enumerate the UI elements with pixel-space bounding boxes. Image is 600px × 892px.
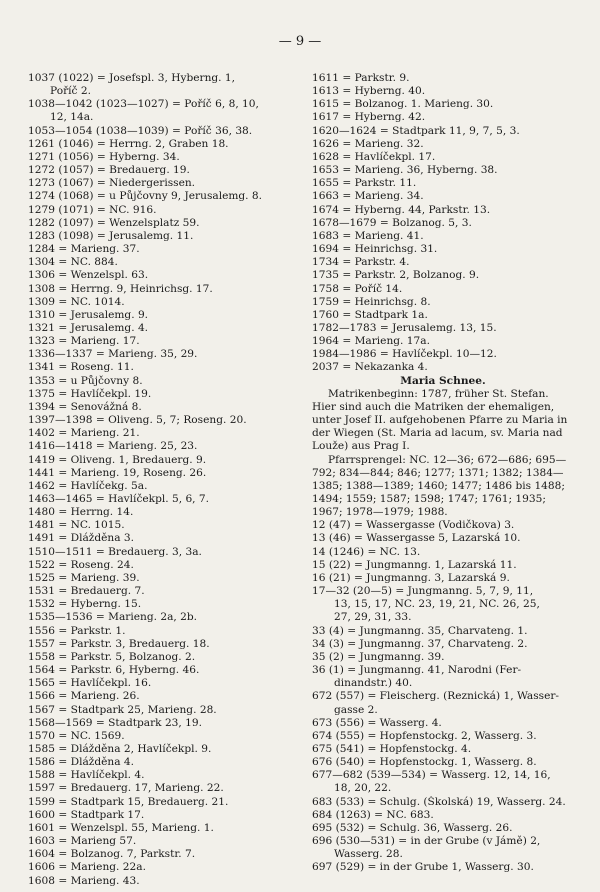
index-entry: 1321 = Jerusalemg. 4. <box>28 321 149 334</box>
index-entry: 1532 = Hyberng. 15. <box>28 598 142 611</box>
index-entry: 1402 = Marieng. 21. <box>28 427 140 440</box>
index-entry: 1557 = Parkstr. 3, Bredauerg. 18. <box>28 637 210 650</box>
index-entry: gasse 2. <box>334 703 378 716</box>
index-entry: 677—682 (539—534) = Wasserg. 12, 14, 16, <box>312 769 551 782</box>
index-entry: 1585 = Dlážděna 2, Havlíčekpl. 9. <box>28 742 212 755</box>
index-entry: dinandstr.) 40. <box>334 677 413 690</box>
index-entry: 1626 = Marieng. 32. <box>312 137 424 150</box>
index-entry: 1462 = Havlíčekg. 5a. <box>28 479 148 492</box>
index-entry: 1782—1783 = Jerusalemg. 13, 15. <box>312 321 497 334</box>
index-entry: 1628 = Havlíčekpl. 17. <box>312 150 436 163</box>
index-entry: 1694 = Heinrichsg. 31. <box>312 243 438 256</box>
index-entry: 1570 = NC. 1569. <box>28 729 125 742</box>
index-entry: 16 (21) = Jungmanng. 3, Lazarská 9. <box>312 571 510 584</box>
index-entry: 684 (1263) = NC. 683. <box>312 808 434 821</box>
index-entry: 1674 = Hyberng. 44, Parkstr. 13. <box>312 203 491 216</box>
index-entry: 1510—1511 = Bredauerg. 3, 3a. <box>28 545 202 558</box>
index-entry: 1053—1054 (1038—1039) = Poříč 36, 38. <box>28 124 253 137</box>
index-entry: 1617 = Hyberng. 42. <box>312 111 426 124</box>
index-entry: 12 (47) = Wassergasse (Vodičkova) 3. <box>312 519 515 532</box>
paragraph: Matrikenbeginn: 1787, früher St. Stefan. Hier sind auch die Matriken der ehemaligen, unter Josef II. aufgehobenen Pfarre zu Maria in der Wiegen (St. Maria ad lacum, sv. Maria nad Louže) aus Prag I. <box>312 387 568 453</box>
index-entry: 1620—1624 = Stadtpark 11, 9, 7, 5, 3. <box>312 124 520 137</box>
left-column <box>28 72 300 888</box>
index-entry: 1567 = Stadtpark 25, Marieng. 28. <box>28 703 217 716</box>
index-entry: 673 (556) = Wasserg. 4. <box>312 716 442 729</box>
index-entry: 1323 = Marieng. 17. <box>28 335 140 348</box>
index-entry: 33 (4) = Jungmanng. 35, Charvateng. 1. <box>312 624 528 637</box>
index-entry: 1759 = Heinrichsg. 8. <box>312 295 431 308</box>
index-entry: 1531 = Bredauerg. 7. <box>28 585 145 598</box>
index-entry: 1678—1679 = Bolzanog. 5, 3. <box>312 216 472 229</box>
index-entry: 1272 (1057) = Bredauerg. 19. <box>28 164 190 177</box>
index-entry: 1310 = Jerusalemg. 9. <box>28 308 149 321</box>
index-entry: 1274 (1068) = u Půjčovny 9, Jerusalemg. 8. <box>28 190 263 203</box>
index-entry: 1964 = Marieng. 17a. <box>312 335 430 348</box>
index-entry: 1038—1042 (1023—1027) = Poříč 6, 8, 10, <box>28 98 259 111</box>
index-entry: 1653 = Marieng. 36, Hyberng. 38. <box>312 164 498 177</box>
index-entry: 1375 = Havlíčekpl. 19. <box>28 387 152 400</box>
index-entry: 1683 = Marieng. 41. <box>312 229 424 242</box>
index-entry: 1606 = Marieng. 22a. <box>28 861 146 874</box>
index-entry: 1273 (1067) = Niedergerissen. <box>28 177 196 190</box>
index-entry: 1341 = Roseng. 11. <box>28 361 134 374</box>
index-entry: 1416—1418 = Marieng. 25, 23. <box>28 440 198 453</box>
index-entry: 1394 = Senovážná 8. <box>28 400 142 413</box>
index-entry: 672 (557) = Fleischerg. (Reznická) 1, Wasser- <box>312 690 560 703</box>
index-entry: 1588 = Havlíčekpl. 4. <box>28 769 145 782</box>
index-entry: 1480 = Herrng. 14. <box>28 506 134 519</box>
index-entry: 1284 = Marieng. 37. <box>28 243 140 256</box>
index-entry: 1441 = Marieng. 19, Roseng. 26. <box>28 466 207 479</box>
paragraph: Pfarrsprengel: NC. 12—36; 672—686; 695—792; 834—844; 846; 1277; 1371; 1382; 1384—1385; 1388—1389; 1460; 1477; 1486 bis 1488; 1494; 1559; 1587; 1598; 1747; 1761; 1935; 1967; 1978—1979; 1988. <box>312 453 567 519</box>
index-entry: 1271 (1056) = Hyberng. 34. <box>28 150 180 163</box>
index-entry: Poříč 2. <box>50 85 91 98</box>
index-entry: 15 (22) = Jungmanng. 1, Lazarská 11. <box>312 558 517 571</box>
index-entry: 1491 = Dlážděna 3. <box>28 532 135 545</box>
index-entry: 1655 = Parkstr. 11. <box>312 177 417 190</box>
section-heading: Maria Schnee. <box>400 374 486 387</box>
index-entry: 683 (533) = Schulg. (Školská) 19, Wasserg. 24. <box>312 795 566 808</box>
page-number: — 9 — <box>278 34 322 49</box>
index-entry: 1308 = Herrng. 9, Heinrichsg. 17. <box>28 282 213 295</box>
index-entry: 1608 = Marieng. 43. <box>28 874 140 887</box>
index-entry: 1279 (1071) = NC. 916. <box>28 203 157 216</box>
index-entry: 1663 = Marieng. 34. <box>312 190 424 203</box>
index-entry: 1353 = u Půjčovny 8. <box>28 374 143 387</box>
right-column <box>312 72 574 875</box>
index-entry: 1601 = Wenzelspl. 55, Marieng. 1. <box>28 821 214 834</box>
index-entry: 12, 14a. <box>50 111 94 124</box>
index-entry: 1336—1337 = Marieng. 35, 29. <box>28 348 198 361</box>
index-entry: 695 (532) = Schulg. 36, Wasserg. 26. <box>312 821 513 834</box>
index-entry: 1758 = Poříč 14. <box>312 282 403 295</box>
index-entry: Wasserg. 28. <box>334 848 403 861</box>
index-entry: 13 (46) = Wassergasse 5, Lazarská 10. <box>312 532 521 545</box>
index-entry: 1599 = Stadtpark 15, Bredauerg. 21. <box>28 795 229 808</box>
index-entry: 1600 = Stadtpark 17. <box>28 808 145 821</box>
index-entry: 1306 = Wenzelspl. 63. <box>28 269 149 282</box>
index-entry: 35 (2) = Jungmanng. 39. <box>312 650 445 663</box>
index-entry: 1597 = Bredauerg. 17, Marieng. 22. <box>28 782 224 795</box>
index-entry: 1613 = Hyberng. 40. <box>312 85 426 98</box>
index-entry: 1397—1398 = Oliveng. 5, 7; Roseng. 20. <box>28 414 247 427</box>
index-entry: 1283 (1098) = Jerusalemg. 11. <box>28 229 194 242</box>
index-entry: 36 (1) = Jungmanng. 41, Narodni (Fer- <box>312 664 522 677</box>
index-entry: 674 (555) = Hopfenstockg. 2, Wasserg. 3. <box>312 729 537 742</box>
index-entry: 13, 15, 17, NC. 23, 19, 21, NC. 26, 25, <box>334 598 540 611</box>
index-entry: 1611 = Parkstr. 9. <box>312 72 410 84</box>
index-entry: 696 (530—531) = in der Grube (v Jámě) 2, <box>312 835 541 848</box>
index-entry: 1558 = Parkstr. 5, Bolzanog. 2. <box>28 650 196 663</box>
index-entry: 1735 = Parkstr. 2, Bolzanog. 9. <box>312 269 480 282</box>
index-entry: 1481 = NC. 1015. <box>28 519 125 532</box>
index-entry: 1615 = Bolzanog. 1. Marieng. 30. <box>312 98 494 111</box>
index-entry: 1565 = Havlíčekpl. 16. <box>28 677 152 690</box>
index-entry: 1037 (1022) = Josefspl. 3, Hyberng. 1, <box>28 72 236 84</box>
index-entry: 1525 = Marieng. 39. <box>28 571 140 584</box>
index-entry: 1586 = Dlážděna 4. <box>28 756 135 769</box>
index-entry: 1309 = NC. 1014. <box>28 295 125 308</box>
index-entry: 1282 (1097) = Wenzelsplatz 59. <box>28 216 200 229</box>
index-entry: 14 (1246) = NC. 13. <box>312 545 421 558</box>
index-entry: 675 (541) = Hopfenstockg. 4. <box>312 742 472 755</box>
index-entry: 1419 = Oliveng. 1, Bredauerg. 9. <box>28 453 207 466</box>
index-entry: 1566 = Marieng. 26. <box>28 690 140 703</box>
index-entry: 1568—1569 = Stadtpark 23, 19. <box>28 716 203 729</box>
index-entry: 1261 (1046) = Herrng. 2, Graben 18. <box>28 137 229 150</box>
index-entry: 1604 = Bolzanog. 7, Parkstr. 7. <box>28 848 196 861</box>
index-entry: 18, 20, 22. <box>334 782 392 795</box>
index-entry: 1535—1536 = Marieng. 2a, 2b. <box>28 611 198 624</box>
index-entry: 1760 = Stadtpark 1a. <box>312 308 428 321</box>
index-entry: 2037 = Nekazanka 4. <box>312 361 428 374</box>
index-entry: 1734 = Parkstr. 4. <box>312 256 410 269</box>
index-entry: 34 (3) = Jungmanng. 37, Charvateng. 2. <box>312 637 528 650</box>
index-entry: 1556 = Parkstr. 1. <box>28 624 126 637</box>
index-entry: 676 (540) = Hopfenstockg. 1, Wasserg. 8. <box>312 756 537 769</box>
index-entry: 17—32 (20—5) = Jungmanng. 5, 7, 9, 11, <box>312 585 534 598</box>
index-entry: 1603 = Marieng 57. <box>28 835 137 848</box>
index-entry: 697 (529) = in der Grube 1, Wasserg. 30. <box>312 861 534 874</box>
index-entry: 27, 29, 31, 33. <box>334 611 412 624</box>
index-entry: 1304 = NC. 884. <box>28 256 118 269</box>
index-entry: 1522 = Roseng. 24. <box>28 558 134 571</box>
index-entry: 1984—1986 = Havlíčekpl. 10—12. <box>312 348 497 361</box>
index-entry: 1463—1465 = Havlíčekpl. 5, 6, 7. <box>28 493 210 505</box>
index-entry: 1564 = Parkstr. 6, Hyberng. 46. <box>28 664 200 677</box>
